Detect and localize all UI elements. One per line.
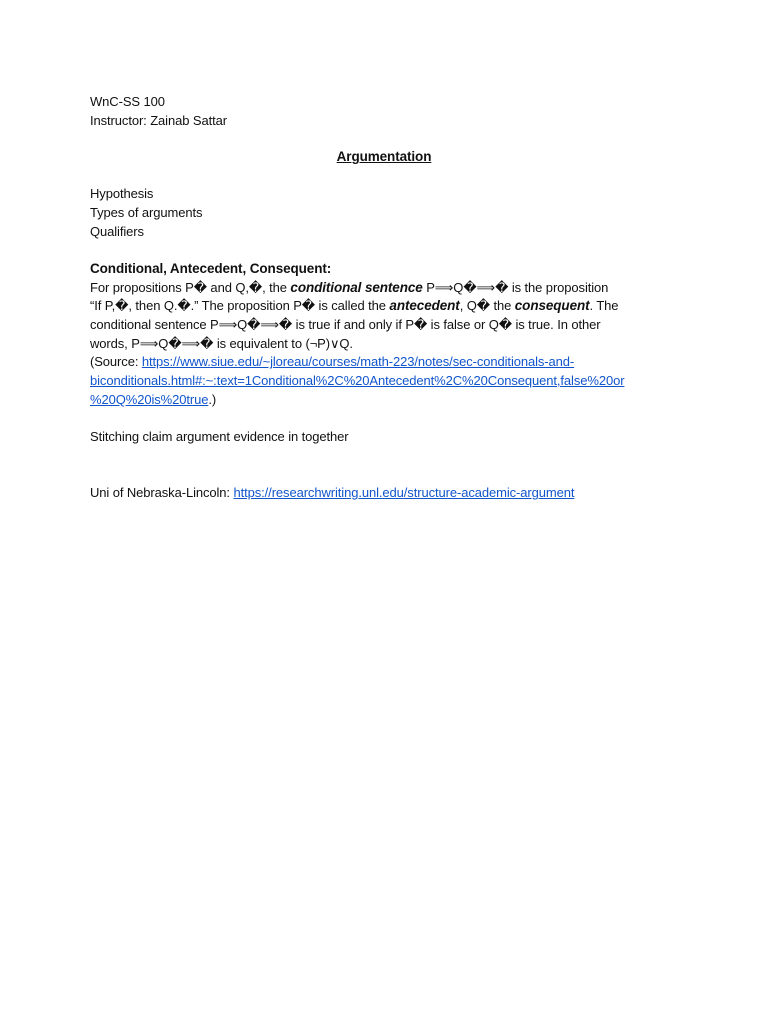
paragraph-line: words, P⟹Q�⟹� is equivalent to (¬P)∨Q. bbox=[90, 335, 353, 351]
spacer bbox=[90, 241, 680, 260]
source-prefix: (Source: bbox=[90, 354, 142, 370]
title-row bbox=[90, 148, 678, 167]
source-link[interactable]: https://www.siue.edu/~jloreau/courses/math-223/notes/sec-conditionals-and- bbox=[141, 354, 575, 370]
paragraph-line bbox=[90, 297, 680, 316]
topic-item: Qualifiers bbox=[90, 223, 144, 239]
text-run: P⟹Q�⟹� is the proposition bbox=[422, 279, 609, 295]
unl-link[interactable]: https://researchwriting.unl.edu/structure-academic-argument bbox=[233, 485, 575, 501]
text-run: For propositions P� and Q,�, the bbox=[90, 279, 291, 295]
section-heading: Conditional, Antecedent, Consequent: bbox=[90, 260, 332, 276]
document-body bbox=[90, 93, 680, 503]
source-line bbox=[90, 372, 680, 391]
term-consequent: consequent bbox=[514, 298, 590, 314]
conditional-paragraph bbox=[90, 279, 680, 410]
term-antecedent: antecedent bbox=[389, 298, 460, 314]
source-link[interactable]: %20Q%20is%20true bbox=[90, 391, 209, 407]
paragraph-line bbox=[90, 279, 680, 298]
paragraph-line: conditional sentence P⟹Q�⟹� is true if and only if P� is false or Q� is true. In other bbox=[90, 317, 601, 333]
stitching-note: Stitching claim argument evidence in together bbox=[90, 429, 349, 445]
topic-item: Types of arguments bbox=[90, 204, 203, 220]
term-conditional-sentence: conditional sentence bbox=[290, 279, 423, 295]
topic-item: Hypothesis bbox=[90, 186, 154, 202]
spacer bbox=[90, 466, 680, 485]
text-run: , Q� the bbox=[459, 298, 515, 314]
spacer bbox=[90, 410, 680, 429]
source-suffix: .) bbox=[208, 391, 217, 407]
course-code: WnC-SS 100 bbox=[90, 94, 165, 109]
text-run: “If P,�, then Q.�.” The proposition P� is called the bbox=[90, 298, 390, 314]
document-title: Argumentation bbox=[336, 149, 432, 165]
spacer bbox=[90, 447, 680, 466]
instructor-name: Instructor: Zainab Sattar bbox=[90, 112, 227, 128]
source-link[interactable]: biconditionals.html#:~:text=1Conditional%2C%20Antecedent%2C%20Consequent,false%20or bbox=[90, 373, 625, 389]
unl-prefix: Uni of Nebraska-Lincoln: bbox=[90, 485, 234, 501]
source-line bbox=[90, 391, 680, 410]
source-line bbox=[90, 353, 680, 372]
unl-reference bbox=[90, 484, 680, 503]
text-run: . The bbox=[589, 298, 619, 314]
